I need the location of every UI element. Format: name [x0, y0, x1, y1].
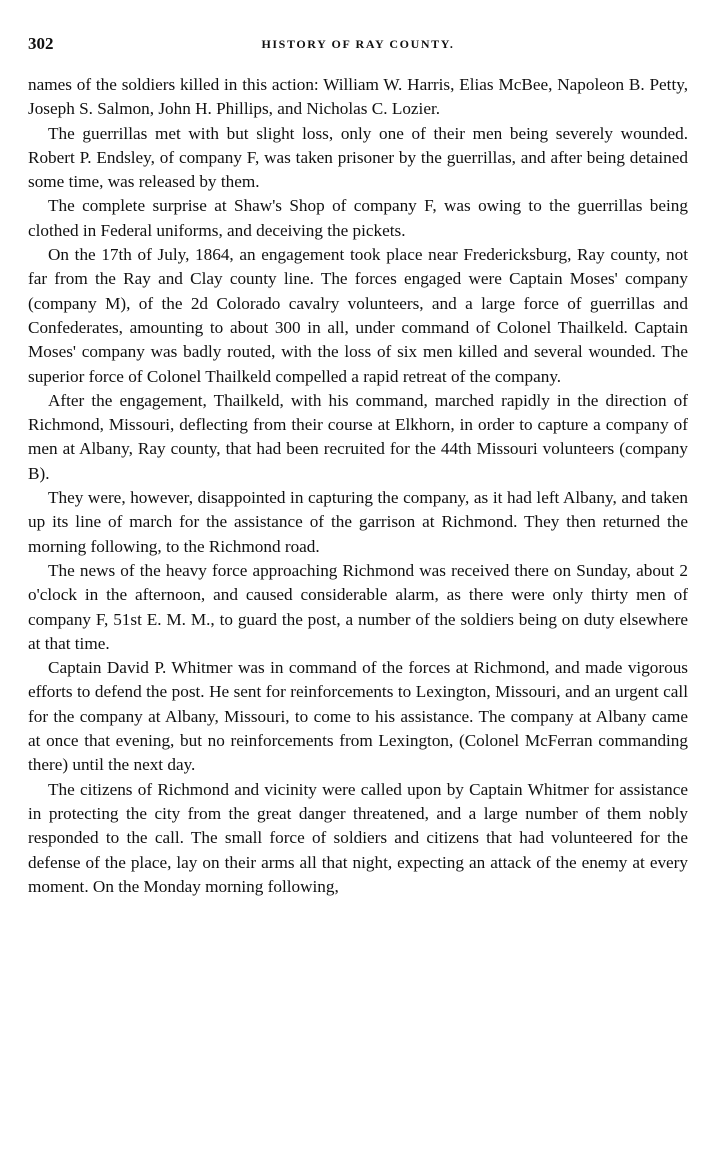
page-header [28, 34, 688, 60]
book-page [28, 34, 688, 899]
paragraph: Captain David P. Whitmer was in command of the forces at Richmond, and made vigorous efforts to defend the post. He sent for reinforcements to Lexington, Missouri, and an urgent call for the company at Albany, Missouri, to come to his assistance. The company at Albany came at once that evening, but no reinforcements from Lexington, (Colonel McFerran commanding there) until the next day. [28, 658, 688, 775]
paragraph: After the engagement, Thailkeld, with his command, marched rapidly in the direction of Richmond, Missouri, deflecting from their course at Elkhorn, in order to capture a company of men at Albany, Ray county, that had been recruited for the 44th Missouri volunteers (company B). [28, 390, 688, 483]
body-text [28, 73, 688, 899]
paragraph: The citizens of Richmond and vicinity were called upon by Captain Whitmer for assistance in protecting the city from the great danger threatened, and a large number of them nobly responded to the call. The small force of soldiers and citizens that had volunteered for the defense of the place, lay on their arms all that night, expecting an attack of the enemy at every moment. On the Monday morning following, [28, 779, 688, 896]
running-head: HISTORY OF RAY COUNTY. [261, 37, 455, 51]
paragraph: The complete surprise at Shaw's Shop of company F, was owing to the guerrillas being clothed in Federal uniforms, and deceiving the pickets. [28, 196, 688, 240]
paragraph: The news of the heavy force approaching Richmond was received there on Sunday, about 2 o'clock in the afternoon, and caused considerable alarm, as there were only thirty men of company F, 51st E. M. M., to guard the post, a number of the soldiers being on duty elsewhere at that time. [28, 560, 688, 653]
paragraph: names of the soldiers killed in this action: William W. Harris, Elias McBee, Napoleon B. Petty, Joseph S. Salmon, John H. Phillips, and Nicholas C. Lozier. [28, 75, 688, 119]
paragraph: The guerrillas met with but slight loss, only one of their men being severely wounded. Robert P. Endsley, of company F, was taken prisoner by the guerrillas, and after being detained some time, was released by them. [28, 123, 688, 192]
page-number: 302 [28, 34, 54, 53]
paragraph: They were, however, disappointed in capturing the company, as it had left Albany, and taken up its line of march for the assistance of the garrison at Richmond. They then returned the morning following, to the Richmond road. [28, 488, 688, 556]
paragraph: On the 17th of July, 1864, an engagement took place near Fredericksburg, Ray county, not far from the Ray and Clay county line. The forces engaged were Captain Moses' company (company M), of the 2d Colorado cavalry volunteers, and a large force of guerrillas and Confederates, amounting to about 300 in all, under command of Colonel Thailkeld. Captain Moses' company was badly routed, with the loss of six men killed and several wounded. The superior force of Colonel Thailkeld compelled a rapid retreat of the company. [28, 245, 688, 386]
